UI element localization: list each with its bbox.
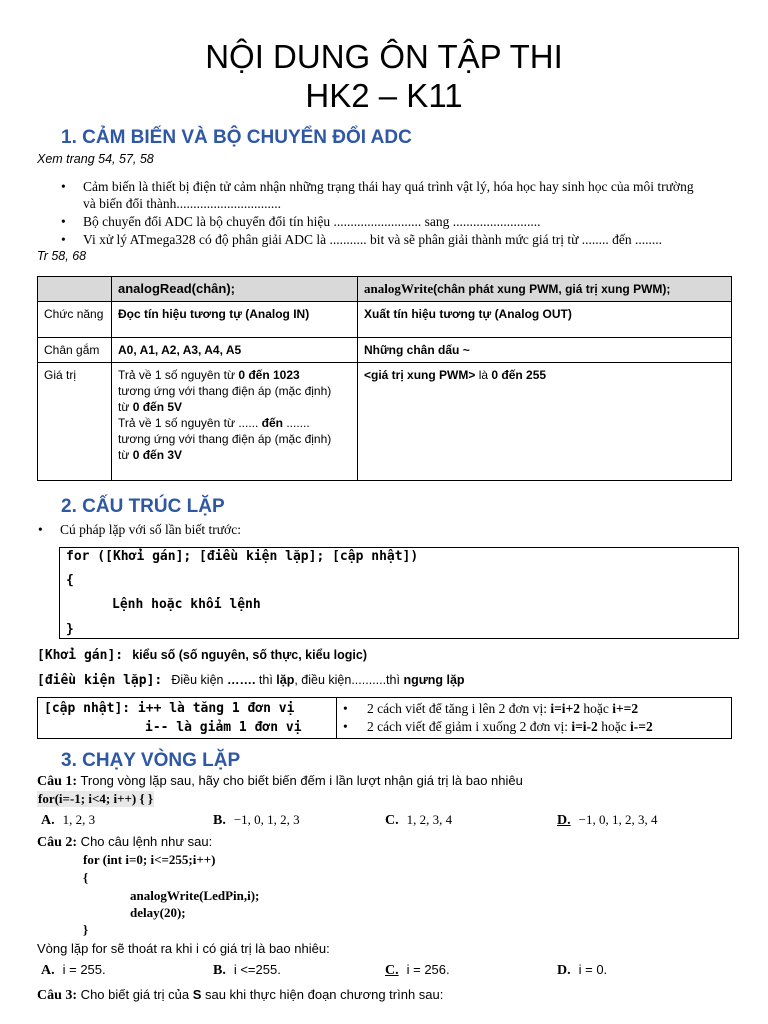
row-label-function: Chức năng <box>38 302 112 338</box>
q2-code-line-3: analogWrite(LedPin,i); <box>130 888 260 903</box>
q2-option-d[interactable]: D. i = 0. <box>557 962 608 978</box>
q2-option-b[interactable]: B. i <=255. <box>213 962 281 978</box>
bullet-atmega: • Vi xử lý ATmega328 có độ phân giải ADC là ........... bit và sẽ phân giải thành mức giá trị từ ........ đến ........ <box>61 232 663 247</box>
question-1-code: for(i=-1; i<4; i++) { } <box>38 791 153 806</box>
dieu-kien-note: [điều kiện lặp]: Điều kiện ……. thì lặp, điều kiện..........thì ngưng lặp <box>37 673 465 688</box>
cell-pwm-pins: Những chân dấu ~ <box>358 338 732 363</box>
question-1: Câu 1: Trong vòng lặp sau, hãy cho biết biến đếm i lần lượt nhận giá trị là bao nhiêu <box>37 773 523 789</box>
code-line-open-brace: { <box>66 573 74 588</box>
q2-option-a[interactable]: A. i = 255. <box>41 962 106 978</box>
cap-nhat-table <box>37 697 732 739</box>
code-line-close-brace: } <box>66 622 74 637</box>
cell-analog-pins: A0, A1, A2, A3, A4, A5 <box>112 338 358 363</box>
q1-option-b[interactable]: B. −1, 0, 1, 2, 3 <box>213 812 300 828</box>
question-2-prompt: Vòng lặp for sẽ thoát ra khi i có giá trị là bao nhiêu: <box>37 941 330 956</box>
q2-code-line-2: { <box>83 870 89 885</box>
cell-analogread-value: Trả về 1 số nguyên từ 0 đến 1023 tương ứng với thang điện áp (mặc định) từ 0 đến 5V Trả về 1 số nguyên từ ...... đến ....... tương ứng với thang điện áp (mặc định) từ 0 đến 3V <box>112 363 358 481</box>
q2-code-line-1: for (int i=0; i<=255;i++) <box>83 852 216 867</box>
q2-code-line-4: delay(20); <box>130 905 186 920</box>
table-header-analogread: analogRead(chân); <box>112 277 358 302</box>
analog-table <box>37 276 732 481</box>
section-3-heading: 3. CHẠY VÒNG LẶP <box>61 750 241 771</box>
question-3: Câu 3: Cho biết giá trị của S sau khi thực hiện đoạn chương trình sau: <box>37 987 444 1003</box>
question-2: Câu 2: Cho câu lệnh như sau: <box>37 834 213 850</box>
cap-nhat-bullets: • 2 cách viết để tăng i lên 2 đơn vị: i=i+2 hoặc i+=2 • 2 cách viết để giảm i xuống 2 đơn vị: i=i-2 hoặc i-=2 <box>343 701 653 734</box>
section-2-heading: 2. CẤU TRÚC LẶP <box>61 496 225 517</box>
q2-code-line-5: } <box>83 922 89 937</box>
cell-analog-out: Xuất tín hiệu tương tự (Analog OUT) <box>358 302 732 338</box>
page-title-line1: NỘI DUNG ÔN TẬP THI <box>205 38 563 75</box>
page-reference-1: Xem trang 54, 57, 58 <box>37 152 154 166</box>
code-line-body: Lệnh hoặc khối lệnh <box>112 597 261 612</box>
section-1-heading: 1. CẢM BIẾN VÀ BỘ CHUYỂN ĐỔI ADC <box>61 127 412 148</box>
khoi-gan-note: [Khởi gán]: kiểu số (số nguyên, số thực, kiểu logic) <box>37 648 368 663</box>
cell-analogwrite-value: <giá trị xung PWM> là 0 đến 255 <box>358 363 732 481</box>
bullet-adc: • Bộ chuyển đổi ADC là bộ chuyển đổi tín hiệu .......................... sang .......................... <box>61 214 541 229</box>
q1-option-c[interactable]: C. 1, 2, 3, 4 <box>385 812 453 828</box>
page-reference-2: Tr 58, 68 <box>37 249 87 263</box>
table-header-empty <box>38 277 112 302</box>
row-label-pins: Chân gắm <box>38 338 112 363</box>
q1-option-a[interactable]: A. 1, 2, 3 <box>41 812 96 828</box>
cell-analog-in: Đọc tín hiệu tương tự (Analog IN) <box>112 302 358 338</box>
page-title-line2: HK2 – K11 <box>305 77 463 114</box>
bullet-loop-syntax: • Cú pháp lặp với số lần biết trước: <box>38 522 241 537</box>
code-line-for: for ([Khởi gán]; [điều kiện lặp]; [cập nhật]) <box>66 549 419 564</box>
for-syntax-box <box>59 547 739 639</box>
bullet-sensor: • Cảm biến là thiết bị điện tử cảm nhận những trạng thái hay quá trình vật lý, hóa học hay sinh học của môi trường <box>61 179 694 194</box>
cap-nhat-cell: [cập nhật]: i++ là tăng 1 đơn vị i-- là giảm 1 đơn vị <box>38 698 337 739</box>
q2-option-c[interactable]: C. i = 256. <box>385 962 450 978</box>
q1-option-d[interactable]: D. −1, 0, 1, 2, 3, 4 <box>557 812 658 828</box>
table-header-analogwrite: analogWrite(chân phát xung PWM, giá trị xung PWM); <box>358 277 732 302</box>
bullet-sensor-cont: và biến đổi thành............................... <box>83 196 281 211</box>
row-label-value: Giá trị <box>38 363 112 481</box>
